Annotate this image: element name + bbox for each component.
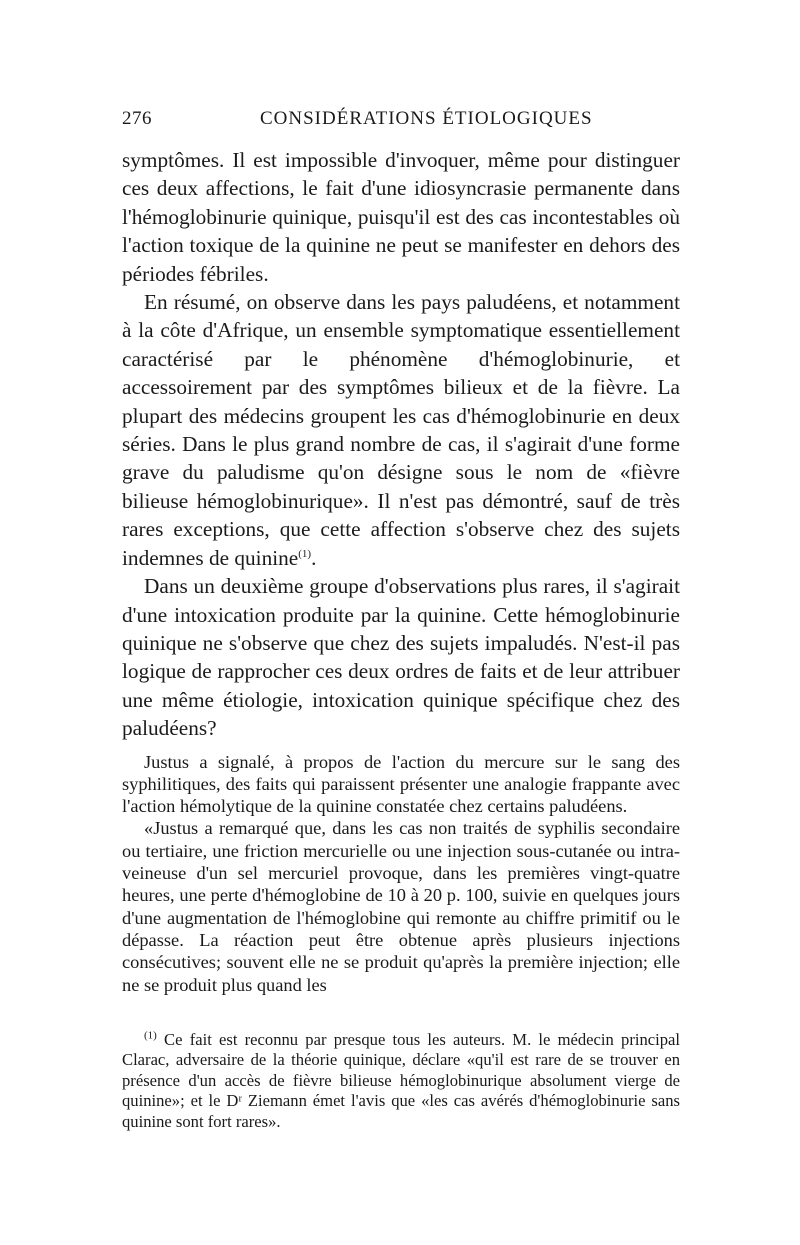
footnote — [122, 1030, 680, 1133]
paragraph-end: . — [311, 545, 317, 570]
paragraph — [122, 288, 680, 572]
paragraph: Dans un deuxième groupe d'observations plus rares, il s'agirait d'une intoxication produite par la quinine. Cette hémoglobinurie quinique ne s'observe que chez des sujets impaludés. N'est-il pas logique de rapprocher ces deux ordres de faits et de leur attribuer une même étiologie, intoxication quinique spécifique chez des paludéens? — [122, 574, 680, 741]
running-header — [122, 108, 682, 134]
paragraph-text: En résumé, on observe dans les pays paludéens, et notamment à la côte d'Afrique, un ensemble symptomatique essentiellement caractérisé par le phénomène d'hémoglobinurie, et accessoirement par des symptômes bilieux et de la fièvre. La plupart des médecins groupent les cas d'hémoglobinurie en deux séries. Dans le plus grand nombre de cas, il s'agirait d'une forme grave du paludisme qu'on désigne sous le nom de «fièvre bilieuse hémoglobinurique». Il n'est pas démontré, sauf de très rares exceptions, que cette affection s'observe chez des sujets indemnes de quinine — [122, 290, 680, 570]
page-body — [122, 146, 680, 1132]
running-title: CONSIDÉRATIONS ÉTIOLOGIQUES — [260, 108, 593, 129]
footnote-reference: (1) — [298, 547, 312, 560]
footnote-text: Ce fait est reconnu par presque tous les auteurs. M. le médecin principal Clarac, adversaire de la théorie quinique, déclare «qu'il est rare de se trouver en présence d'un accès de fièvre bilieuse hémoglobinurique absolument vierge de quinine»; et le Dʳ Ziemann émet l'avis que «les cas avérés d'hémoglobinurie sans quinine sont fort rares». — [122, 1029, 680, 1131]
paragraph: symptômes. Il est impossible d'invoquer, même pour distinguer ces deux affections, le fait d'une idiosyncrasie permanente dans l'hémoglobinurie quinique, puisqu'il est des cas incontestables où l'action toxique de la quinine ne peut se manifester en dehors des périodes fébriles. — [122, 148, 680, 286]
footnote-marker: (1) — [144, 1029, 157, 1042]
page-number: 276 — [122, 108, 152, 129]
footnotes — [122, 1030, 680, 1133]
main-text — [122, 146, 680, 743]
quote-paragraph: Justus a signalé, à propos de l'action du mercure sur le sang des syphilitiques, des faits qui paraissent présenter une analogie frappante avec l'action hémolytique de la quinine constatée chez certains paludéens. — [122, 751, 680, 817]
small-print-passage — [122, 751, 680, 996]
quote-paragraph: «Justus a remarqué que, dans les cas non traités de syphilis secondaire ou tertiaire, une friction mercurielle ou une injection sous-cutanée ou intra-veineuse d'un sel mercuriel provoque, dans les premières vingt-quatre heures, une perte d'hémoglobine de 10 à 20 p. 100, suivie en quelques jours d'une augmentation de l'hémoglobine qui remonte au chiffre primitif ou le dépasse. La réaction peut être obtenue après plusieurs injections consécutives; souvent elle ne se produit qu'après la première injection; elle ne se produit plus quand les — [122, 818, 680, 995]
